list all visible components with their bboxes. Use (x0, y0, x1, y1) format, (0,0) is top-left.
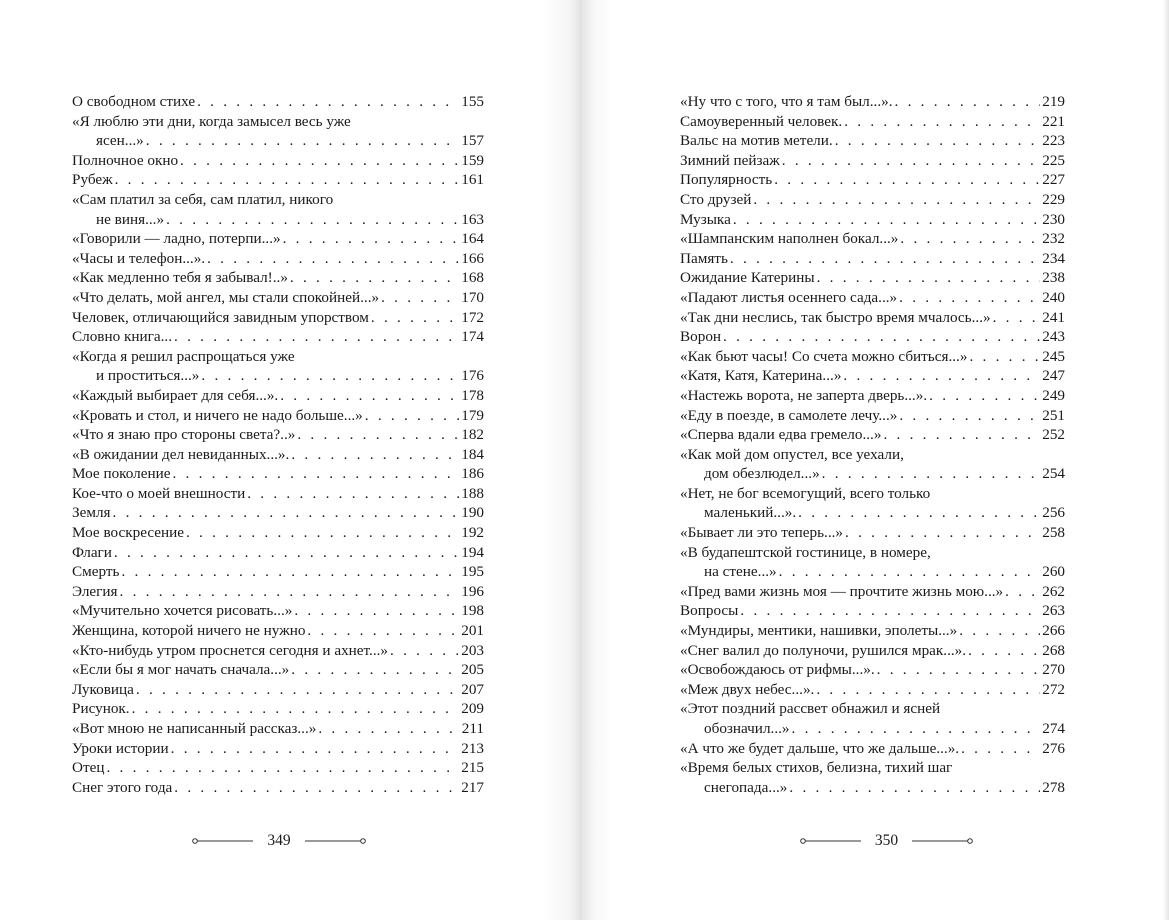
toc-entry (680, 170, 1065, 190)
toc-entry (72, 562, 484, 582)
toc-entry (680, 582, 1065, 602)
toc-entry-title: Ворон (680, 328, 722, 346)
dot-leader (844, 112, 1040, 132)
toc-entry-page-number: 215 (461, 759, 484, 777)
dot-leader (877, 660, 1041, 680)
dot-leader (883, 425, 1040, 445)
toc-entry-page-number: 263 (1042, 602, 1065, 620)
toc-entry-page-number: 198 (461, 602, 484, 620)
toc-entry-page-number: 166 (461, 249, 484, 267)
toc-entry-page-number: 196 (461, 582, 484, 600)
toc-entry-page-number: 182 (461, 426, 484, 444)
toc-entry-title: «Снег валил до полуночи, рушился мрак...». (680, 641, 967, 659)
toc-entry (680, 445, 1065, 465)
toc-entry (680, 680, 1065, 700)
toc-entry-page-number: 188 (461, 484, 484, 502)
toc-entry-title: Смерть (72, 563, 120, 581)
page-footer-right (593, 832, 1169, 850)
toc-entry-title: «Ну что с того, что я там был...». (680, 93, 893, 110)
toc-entry (680, 288, 1065, 308)
toc-entry (72, 543, 484, 563)
folio-ornament-left-icon (191, 836, 253, 846)
toc-entry (72, 425, 484, 445)
toc-entry-page-number: 168 (461, 269, 484, 287)
toc-entry-title: «Так дни неслись, так быстро время мчалось...» (680, 308, 991, 326)
toc-entry-continuation (680, 719, 1065, 739)
toc-entry-title: Вальс на мотив метели. (680, 132, 833, 150)
dot-leader (961, 739, 1040, 759)
toc-entry (72, 464, 484, 484)
toc-entry-page-number: 190 (461, 504, 484, 522)
dot-leader (307, 621, 459, 641)
toc-entry-title: «Меж двух небес...». (680, 680, 815, 698)
dot-leader (782, 151, 1040, 171)
toc-entry (72, 582, 484, 602)
dot-leader (113, 503, 460, 523)
toc-entry-page-number: 161 (461, 171, 484, 189)
toc-entry-title: Популярность (680, 171, 773, 189)
page-edge-shadow (1163, 0, 1169, 920)
dot-leader (733, 210, 1040, 230)
dot-leader (171, 739, 460, 759)
folio-ornament-right-icon (912, 836, 974, 846)
toc-entry-page-number: 240 (1042, 288, 1065, 306)
toc-entry-continuation (680, 778, 1065, 798)
dot-leader (318, 719, 459, 739)
toc-entry-title: Человек, отличающийся завидным упорством (72, 308, 369, 326)
dot-leader (1005, 582, 1040, 602)
toc-entry (72, 406, 484, 426)
toc-entry-page-number: 232 (1042, 230, 1065, 248)
toc-entry-page-number: 258 (1042, 524, 1065, 542)
toc-entry-title: «Нет, не бог всемогущий, всего только (680, 484, 931, 502)
dot-leader (816, 680, 1040, 700)
toc-entry (72, 523, 484, 543)
dot-leader (929, 386, 1040, 406)
toc-entry (680, 660, 1065, 680)
dot-leader (294, 601, 459, 621)
toc-entry-page-number: 243 (1042, 328, 1065, 346)
dot-leader (280, 386, 459, 406)
toc-entry-page-number: 249 (1042, 386, 1065, 404)
toc-entry-page-number: 217 (461, 778, 484, 796)
dot-leader (174, 778, 459, 798)
toc-entry-title: Зимний пейзаж (680, 151, 780, 169)
toc-entry-page-number: 270 (1042, 661, 1065, 679)
toc-entry-title: «Говорили — ладно, потерпи...» (72, 230, 281, 248)
toc-entry-page-number: 186 (461, 465, 484, 483)
toc-entry-page-number: 241 (1042, 308, 1065, 326)
toc-entry-page-number: 201 (461, 622, 484, 640)
dot-leader (114, 543, 459, 563)
toc-entry-title: Уроки истории (72, 739, 169, 757)
toc-entry-title: «Кровать и стол, и ничего не надо больше...» (72, 406, 363, 424)
dot-leader (959, 621, 1040, 641)
toc-entry-title: Луковица (72, 680, 134, 698)
dot-leader (899, 406, 1040, 426)
toc-entry (680, 386, 1065, 406)
toc-entry-title: Словно книга... (72, 328, 172, 346)
page-number: 350 (874, 832, 899, 849)
toc-entry-page-number: 266 (1042, 622, 1065, 640)
gutter-shadow (542, 0, 582, 920)
toc-entry (72, 386, 484, 406)
toc-list-left (72, 92, 484, 797)
dot-leader (247, 484, 459, 504)
toc-entry-title: «Мучительно хочется рисовать...» (72, 602, 293, 620)
toc-entry (72, 151, 484, 171)
dot-leader (895, 92, 1041, 112)
dot-leader (290, 268, 459, 288)
dot-leader (365, 406, 459, 426)
dot-leader (730, 249, 1040, 269)
toc-entry-page-number: 247 (1042, 367, 1065, 385)
toc-entry-title: «Катя, Катя, Катерина...» (680, 367, 842, 385)
toc-entry-page-number: 194 (461, 543, 484, 561)
dot-leader (843, 366, 1040, 386)
toc-entry-page-number: 234 (1042, 249, 1065, 267)
left-page (0, 0, 582, 920)
toc-entry-title: Элегия (72, 582, 118, 600)
dot-leader (798, 503, 1040, 523)
toc-entry-page-number: 262 (1042, 582, 1065, 600)
toc-entry-title: Мое воскресение (72, 524, 184, 542)
dot-leader (822, 464, 1041, 484)
toc-entry (680, 229, 1065, 249)
toc-entry-title: и проститься...» (96, 367, 200, 385)
toc-entry-title: «Еду в поезде, в самолете лечу...» (680, 406, 898, 424)
dot-leader (740, 601, 1040, 621)
toc-entry (72, 170, 484, 190)
toc-entry-continuation (680, 503, 1065, 523)
dot-leader (968, 641, 1040, 661)
toc-entry-page-number: 268 (1042, 641, 1065, 659)
toc-entry (72, 288, 484, 308)
toc-entry (680, 131, 1065, 151)
toc-entry (72, 445, 484, 465)
toc-entry (680, 249, 1065, 269)
toc-entry-page-number: 256 (1042, 504, 1065, 522)
dot-leader (845, 523, 1040, 543)
toc-entry-title: Женщина, которой ничего не нужно (72, 622, 306, 640)
toc-entry-page-number: 179 (461, 406, 484, 424)
dot-leader (390, 641, 459, 661)
toc-entry (72, 484, 484, 504)
toc-entry-page-number: 252 (1042, 426, 1065, 444)
dot-leader (792, 719, 1041, 739)
toc-entry-title: Рубеж (72, 171, 113, 189)
dot-leader (115, 170, 460, 190)
toc-entry-page-number: 245 (1042, 347, 1065, 365)
toc-entry (680, 210, 1065, 230)
dot-leader (207, 249, 459, 269)
dot-leader (201, 366, 459, 386)
toc-entry-title: Земля (72, 504, 111, 522)
toc-entry-title: «Мундиры, ментики, нашивки, эполеты...» (680, 622, 958, 640)
toc-entry (72, 739, 484, 759)
toc-entry-title: снегопада...» (704, 778, 788, 796)
toc-entry-page-number: 260 (1042, 563, 1065, 581)
toc-entry (680, 327, 1065, 347)
dot-leader (753, 190, 1040, 210)
toc-entry-title: «Как медленно тебя я забывал!..» (72, 269, 288, 287)
dot-leader (900, 229, 1040, 249)
dot-leader (146, 131, 459, 151)
dot-leader (186, 523, 459, 543)
toc-entry (72, 249, 484, 269)
toc-entry (72, 778, 484, 798)
toc-entry (680, 406, 1065, 426)
toc-entry-title: не виня...» (96, 210, 165, 228)
dot-leader (371, 308, 459, 328)
toc-entry-title: «Настежь ворота, не заперта дверь...». (680, 386, 928, 404)
toc-entry (72, 229, 484, 249)
toc-entry-page-number: 195 (461, 563, 484, 581)
toc-list-right (680, 92, 1065, 797)
toc-entry (680, 190, 1065, 210)
toc-entry-page-number: 278 (1042, 778, 1065, 796)
toc-entry-title: «В будапештской гостинице, в номере, (680, 543, 931, 561)
toc-entry (72, 190, 484, 210)
toc-entry-title: «Освобождаюсь от рифмы...». (680, 661, 875, 679)
toc-entry-title: «В ожидании дел невиданных...». (72, 445, 290, 463)
toc-entry-page-number: 227 (1042, 171, 1065, 189)
toc-entry-title: Самоуверенный человек. (680, 112, 843, 130)
toc-entry (680, 641, 1065, 661)
dot-leader (969, 347, 1040, 367)
toc-entry-continuation (72, 131, 484, 151)
toc-entry-page-number: 172 (461, 308, 484, 326)
toc-entry-page-number: 192 (461, 524, 484, 542)
toc-entry-title: обозначил...» (704, 720, 790, 737)
page-number: 349 (267, 832, 291, 849)
toc-entry (680, 425, 1065, 445)
folio-ornament-left-icon (799, 836, 861, 846)
toc-entry (680, 621, 1065, 641)
folio-ornament-right-icon (305, 836, 367, 846)
toc-entry (680, 601, 1065, 621)
toc-entry (680, 543, 1065, 563)
page-footer-left (0, 832, 570, 850)
dot-leader (166, 210, 459, 230)
toc-entry-page-number: 213 (461, 739, 484, 757)
toc-entry (680, 268, 1065, 288)
toc-entry-page-number: 178 (461, 386, 484, 404)
toc-entry-page-number: 219 (1042, 93, 1065, 110)
dot-leader (180, 151, 459, 171)
dot-leader (835, 131, 1041, 151)
toc-entry-title: Снег этого года (72, 778, 173, 796)
dot-leader (291, 445, 459, 465)
toc-entry-page-number: 174 (461, 328, 484, 346)
right-page (582, 0, 1169, 920)
toc-entry (72, 92, 484, 112)
toc-entry-page-number: 176 (461, 367, 484, 385)
toc-entry-page-number: 225 (1042, 151, 1065, 169)
toc-entry-title: «Когда я решил распрощаться уже (72, 347, 295, 365)
toc-entry-title: «Как мой дом опустел, все уехали, (680, 445, 904, 463)
toc-entry-page-number: 251 (1042, 406, 1065, 424)
toc-entry (72, 621, 484, 641)
toc-entry-title: «Время белых стихов, белизна, тихий шаг (680, 759, 953, 777)
toc-entry-title: «Вот мною не написанный рассказ...» (72, 720, 317, 737)
toc-entry-title: Кое-что о моей внешности (72, 484, 246, 502)
toc-entry-title: Отец (72, 759, 105, 777)
toc-entry-title: «Шампанским наполнен бокал...» (680, 230, 899, 248)
toc-entry (680, 739, 1065, 759)
toc-entry (680, 92, 1065, 112)
dot-leader (172, 464, 459, 484)
toc-entry-title: «Часы и телефон...». (72, 249, 206, 267)
toc-entry-title: «Пред вами жизнь моя — прочтите жизнь мою...» (680, 582, 1004, 600)
toc-entry (680, 699, 1065, 719)
toc-entry-title: ясен...» (96, 132, 144, 150)
dot-leader (789, 778, 1040, 798)
toc-entry-page-number: 184 (461, 445, 484, 463)
dot-leader (779, 562, 1041, 582)
toc-entry (680, 151, 1065, 171)
toc-entry-title: «Что я знаю про стороны света?..» (72, 426, 296, 444)
dot-leader (174, 327, 459, 347)
dot-leader (899, 288, 1040, 308)
toc-entry (72, 601, 484, 621)
toc-entry-title: Рисунок. (72, 700, 130, 718)
toc-entry-page-number: 163 (461, 210, 484, 228)
toc-entry (72, 719, 484, 739)
toc-entry (680, 308, 1065, 328)
toc-entry-title: Флаги (72, 543, 112, 561)
dot-leader (120, 582, 460, 602)
toc-entry-page-number: 155 (461, 93, 484, 110)
toc-entry (680, 112, 1065, 132)
toc-entry-title: «Что делать, мой ангел, мы стали спокойней...» (72, 288, 380, 306)
toc-entry-page-number: 157 (461, 132, 484, 150)
toc-entry-page-number: 223 (1042, 132, 1065, 150)
toc-entry-title: Ожидание Катерины (680, 269, 815, 287)
toc-entry-continuation (680, 464, 1065, 484)
toc-entry-page-number: 203 (461, 641, 484, 659)
toc-entry (72, 758, 484, 778)
toc-entry-page-number: 274 (1042, 720, 1065, 737)
toc-entry-page-number: 164 (461, 230, 484, 248)
toc-entry-page-number: 159 (461, 151, 484, 169)
toc-entry (72, 680, 484, 700)
toc-entry-title: «Кто-нибудь утром проснется сегодня и ахнет...» (72, 641, 389, 659)
toc-entry (680, 484, 1065, 504)
toc-entry (72, 268, 484, 288)
dot-leader (723, 327, 1040, 347)
toc-entry-title: «Каждый выбирает для себя...». (72, 386, 279, 404)
toc-entry (72, 641, 484, 661)
toc-entry (680, 366, 1065, 386)
toc-entry-title: Память (680, 249, 728, 267)
dot-leader (121, 562, 459, 582)
toc-entry (72, 308, 484, 328)
toc-entry-page-number: 209 (461, 700, 484, 718)
dot-leader (381, 288, 459, 308)
toc-entry-title: «Бывает ли это теперь...» (680, 524, 844, 542)
toc-entry (72, 347, 484, 367)
toc-entry-title: Мое поколение (72, 465, 171, 483)
toc-entry-page-number: 230 (1042, 210, 1065, 228)
dot-leader (817, 268, 1041, 288)
toc-entry-title: на стене...» (704, 563, 777, 581)
dot-leader (297, 425, 459, 445)
toc-entry (72, 699, 484, 719)
toc-entry-title: О свободном стихе (72, 93, 196, 110)
toc-entry-title: «Как бьют часы! Со счета можно сбиться...» (680, 347, 968, 365)
toc-entry-title: «А что же будет дальше, что же дальше...». (680, 739, 960, 757)
toc-entry-title: «Я люблю эти дни, когда замысел весь уже (72, 112, 351, 130)
dot-leader (291, 660, 459, 680)
toc-entry (680, 758, 1065, 778)
toc-entry-page-number: 272 (1042, 680, 1065, 698)
toc-entry-page-number: 238 (1042, 269, 1065, 287)
toc-entry (680, 347, 1065, 367)
toc-entry-title: дом обезлюдел...» (704, 465, 820, 483)
toc-entry-title: маленький...». (704, 504, 797, 522)
toc-entry-page-number: 211 (461, 720, 484, 737)
dot-leader (132, 699, 460, 719)
dot-leader (106, 758, 459, 778)
toc-entry-continuation (680, 562, 1065, 582)
toc-entry-title: Вопросы (680, 602, 739, 620)
toc-entry-page-number: 170 (461, 288, 484, 306)
toc-entry-title: «Если бы я мог начать сначала...» (72, 661, 290, 679)
toc-entry-title: «Падают листья осеннего сада...» (680, 288, 898, 306)
toc-entry (72, 503, 484, 523)
toc-entry-continuation (72, 210, 484, 230)
toc-entry-page-number: 207 (461, 680, 484, 698)
dot-leader (197, 92, 459, 112)
gutter-shadow (582, 0, 612, 920)
toc-entry-page-number: 221 (1042, 112, 1065, 130)
dot-leader (774, 170, 1040, 190)
dot-leader (993, 308, 1041, 328)
toc-entry (72, 327, 484, 347)
toc-entry-page-number: 205 (461, 661, 484, 679)
toc-entry (72, 112, 484, 132)
toc-entry-page-number: 229 (1042, 190, 1065, 208)
toc-entry-title: «Сперва вдали едва гремело...» (680, 426, 882, 444)
toc-entry-title: «Этот поздний рассвет обнажил и ясней (680, 700, 941, 718)
toc-entry-page-number: 254 (1042, 465, 1065, 483)
toc-entry-title: Сто друзей (680, 190, 752, 208)
toc-entry-title: Музыка (680, 210, 731, 228)
toc-entry-title: «Сам платил за себя, сам платил, никого (72, 190, 334, 208)
toc-entry-page-number: 276 (1042, 739, 1065, 757)
toc-entry (72, 660, 484, 680)
toc-entry-continuation (72, 366, 484, 386)
toc-entry-title: Полночное окно (72, 151, 179, 169)
dot-leader (283, 229, 460, 249)
toc-entry (680, 523, 1065, 543)
dot-leader (136, 680, 459, 700)
